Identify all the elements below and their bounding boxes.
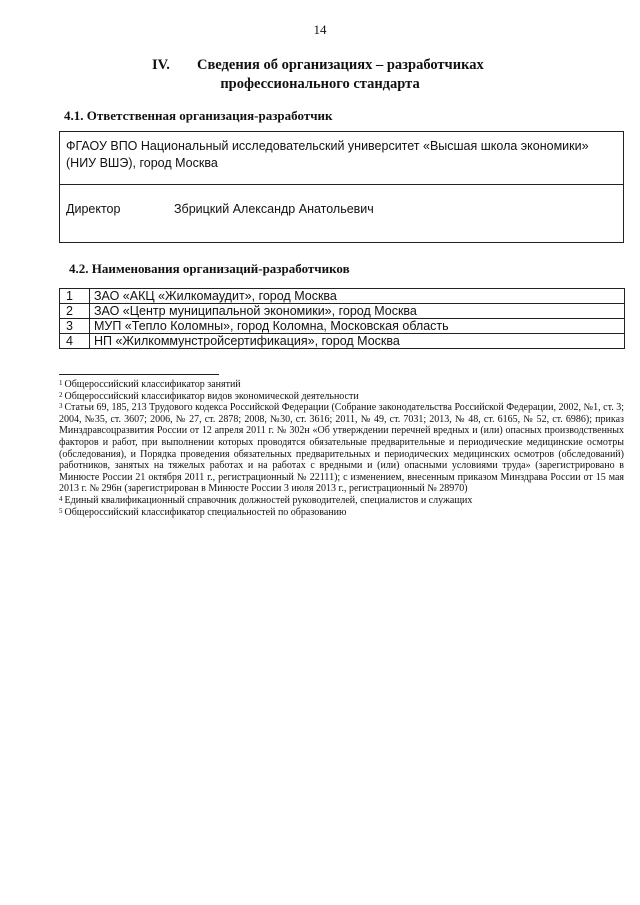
developer-name: ЗАО «АКЦ «Жилкомаудит», город Москва — [90, 289, 625, 304]
developer-name: НП «Жилкоммунстройсертификация», город Москва — [90, 334, 625, 349]
table-row — [60, 289, 625, 304]
developers-heading: 4.2. Наименования организаций-разработчиков — [69, 261, 350, 276]
footnote-mark: 4 — [59, 494, 63, 503]
footnote-text: Единый квалификационный справочник должностей руководителей, специалистов и служащих — [64, 494, 473, 506]
table-row — [60, 319, 625, 334]
responsible-role: Директор — [66, 202, 121, 216]
developers-table — [59, 288, 625, 349]
table-row — [60, 334, 625, 349]
developer-name: МУП «Тепло Коломны», город Коломна, Московская область — [90, 319, 625, 334]
row-number: 2 — [60, 304, 90, 319]
responsible-person: Збрицкий Александр Анатольевич — [174, 202, 374, 216]
footnote — [59, 402, 624, 495]
responsible-org-heading: 4.1. Ответственная организация-разработчик — [64, 108, 333, 123]
footnote-mark: 5 — [59, 506, 63, 515]
footnotes — [59, 379, 624, 518]
footnote-mark: 2 — [59, 390, 63, 399]
footnote — [59, 391, 624, 403]
footnote-text: Общероссийский классификатор специальностей по образованию — [64, 506, 347, 518]
footnote-text: Общероссийский классификатор занятий — [64, 379, 241, 390]
footnote — [59, 495, 624, 507]
footnote — [59, 379, 624, 391]
org-box-divider — [60, 184, 623, 185]
responsible-org-name: ФГАОУ ВПО Национальный исследовательский университет «Высшая школа экономики» (НИУ ВШЭ), город Москва — [66, 139, 589, 170]
row-number: 1 — [60, 289, 90, 304]
responsible-org-box — [59, 131, 624, 243]
section-title-line1: Сведения об организациях – разработчиках — [197, 57, 484, 73]
footnote — [59, 507, 624, 519]
footnote-mark: 1 — [59, 379, 63, 387]
section-title-line2: профессионального стандарта — [220, 76, 420, 92]
footnote-text: Статьи 69, 185, 213 Трудового кодекса Российской Федерации (Собрание законодательства Российской Федерации, 2002, №1, ст. 3; 2004, №35, ст. 3607; 2006, № 27, ст. 2878; 2008, №30, ст. 3616; 2011, № 49, ст. 7031; 2013, № 48, ст. 6165, № 52, ст. 6986); приказ Минздравсоцразвития России от 12 апреля 2011 г. № 302н «Об утверждении перечней вредных и (или) опасных производственных факторов и работ, при выполнении которых проводятся обязательные предварительные и периодические медицинские осмотры (обследования), и Порядка проведения обязательных предварительных и периодических медицинских осмотров (обследований) работников, занятых на тяжелых работах и на работах с вредными и (или) опасными условиями труда» (зарегистрировано в Минюсте России 21 октября 2011 г., регистрационный № 22111); с изменением, внесенным приказом Минздрава России от 15 мая 2013 г. № 296н (зарегистрирован в Минюсте России 3 июля 2013 г., регистрационный № 28970) — [59, 402, 624, 495]
table-row — [60, 304, 625, 319]
section-roman-number: IV. — [152, 57, 170, 73]
developer-name: ЗАО «Центр муниципальной экономики», город Москва — [90, 304, 625, 319]
row-number: 3 — [60, 319, 90, 334]
row-number: 4 — [60, 334, 90, 349]
footnote-text: Общероссийский классификатор видов экономической деятельности — [64, 390, 359, 402]
footnote-mark: 3 — [59, 402, 63, 411]
footnote-separator — [59, 374, 219, 375]
page-number: 14 — [313, 22, 327, 37]
